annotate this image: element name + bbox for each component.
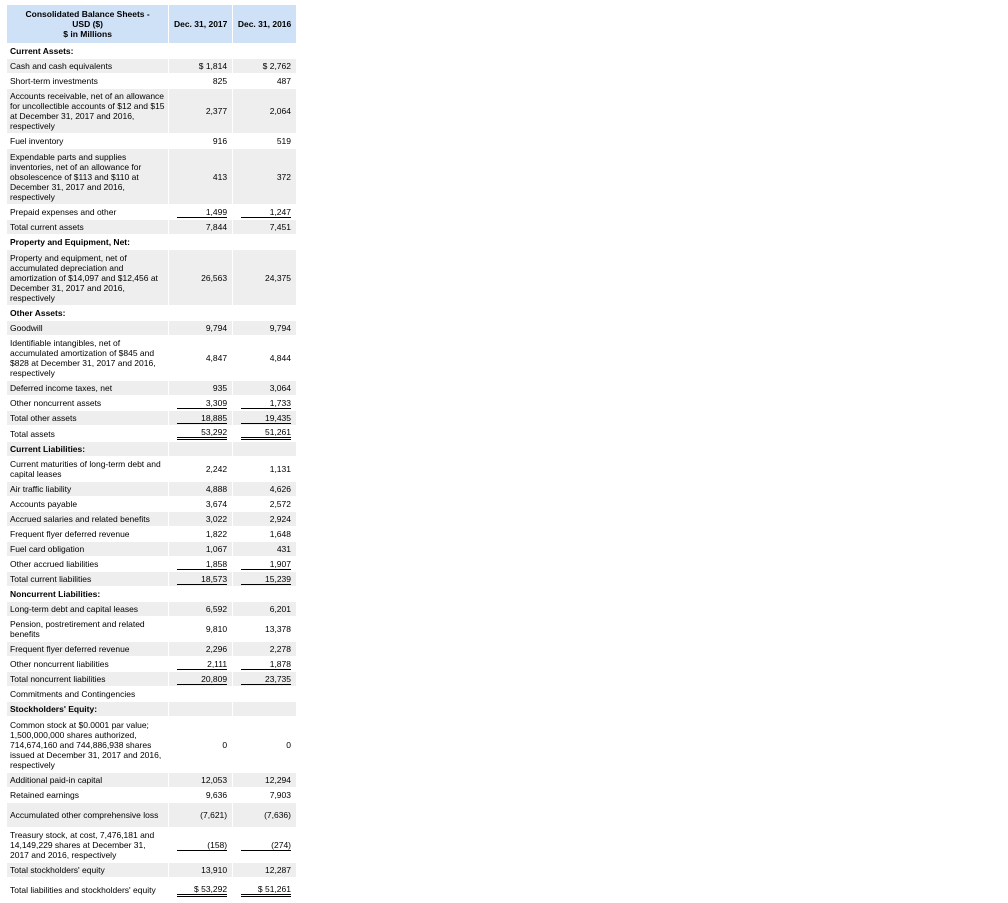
value-2017 xyxy=(169,411,232,425)
row-label: Total current assets xyxy=(7,220,168,234)
row-label: Frequent flyer deferred revenue xyxy=(7,642,168,656)
value-2017 xyxy=(169,672,232,686)
value-2016 xyxy=(233,306,296,320)
row-label: Other noncurrent liabilities xyxy=(7,657,168,671)
row-label: Current Liabilities: xyxy=(7,442,168,456)
row-label: Other Assets: xyxy=(7,306,168,320)
table-row xyxy=(7,557,296,571)
table-row xyxy=(7,863,296,877)
value-2016 xyxy=(233,235,296,249)
cell-value: 4,844 xyxy=(269,353,291,363)
table-row xyxy=(7,220,296,234)
value-2016 xyxy=(233,527,296,541)
value-2017 xyxy=(169,306,232,320)
row-label: Additional paid-in capital xyxy=(7,773,168,787)
value-2017 xyxy=(169,587,232,601)
row-label: Other accrued liabilities xyxy=(7,557,168,571)
cell-value: 935 xyxy=(212,383,228,393)
row-label: Prepaid expenses and other xyxy=(7,205,168,219)
section-header-row xyxy=(7,442,296,456)
cell-value: 9,794 xyxy=(205,323,228,333)
cell-value: (274) xyxy=(241,840,291,851)
value-2016 xyxy=(233,587,296,601)
cell-value: 3,309 xyxy=(177,398,227,409)
cell-value: 825 xyxy=(212,76,228,86)
table-row xyxy=(7,657,296,671)
cell-value: 4,888 xyxy=(205,484,228,494)
cell-value: 0 xyxy=(286,739,291,750)
value-2017 xyxy=(169,512,232,526)
row-label: Frequent flyer deferred revenue xyxy=(7,527,168,541)
value-2016 xyxy=(233,426,296,441)
value-2017 xyxy=(169,457,232,481)
cell-value: (158) xyxy=(177,840,227,851)
cell-value: 51,261 xyxy=(241,427,291,440)
value-2017 xyxy=(169,527,232,541)
row-label: Air traffic liability xyxy=(7,482,168,496)
table-row xyxy=(7,803,296,827)
row-label: Common stock at $0.0001 par value; 1,500,000,000 shares authorized, 714,674,160 and 744,886,938 shares issued at December 31, 2017 and 2016, respectively xyxy=(7,717,168,772)
cell-value: 3,674 xyxy=(205,499,228,509)
value-2017 xyxy=(169,773,232,787)
cell-value: 13,378 xyxy=(265,624,291,634)
cell-value: 20,809 xyxy=(177,674,227,685)
section-header-row xyxy=(7,44,296,58)
cell-value: 1,858 xyxy=(177,559,227,570)
value-2016 xyxy=(233,657,296,671)
row-label: Accrued salaries and related benefits xyxy=(7,512,168,526)
title-line-1: Consolidated Balance Sheets - xyxy=(25,9,150,19)
row-label: Cash and cash equivalents xyxy=(7,59,168,73)
value-2017 xyxy=(169,149,232,204)
row-label: Other noncurrent assets xyxy=(7,396,168,410)
value-2016 xyxy=(233,59,296,73)
value-2016 xyxy=(233,572,296,586)
cell-value: 519 xyxy=(276,136,291,146)
value-2017 xyxy=(169,89,232,133)
value-2017 xyxy=(169,642,232,656)
table-row xyxy=(7,381,296,395)
table-row xyxy=(7,687,296,701)
section-header-row xyxy=(7,587,296,601)
row-label: Total liabilities and stockholders' equity xyxy=(7,878,168,902)
cell-value: 2,377 xyxy=(205,106,228,116)
row-label: Retained earnings xyxy=(7,788,168,802)
table-row xyxy=(7,205,296,219)
table-row xyxy=(7,512,296,526)
cell-value: 3,064 xyxy=(269,383,291,393)
value-2016 xyxy=(233,396,296,410)
value-2016 xyxy=(233,642,296,656)
cell-value: 24,375 xyxy=(265,272,291,283)
cell-value: 1,499 xyxy=(177,207,227,218)
cell-value: $ 51,261 xyxy=(241,884,291,897)
section-header-row xyxy=(7,702,296,716)
cell-value: 1,067 xyxy=(205,544,228,554)
cell-value: 0 xyxy=(222,739,228,750)
value-2016 xyxy=(233,381,296,395)
value-2017 xyxy=(169,602,232,616)
cell-value: 15,239 xyxy=(241,574,291,585)
cell-value: 3,022 xyxy=(205,514,228,524)
table-row xyxy=(7,717,296,772)
row-label: Current maturities of long-term debt and capital leases xyxy=(7,457,168,481)
value-2016 xyxy=(233,602,296,616)
table-row xyxy=(7,336,296,380)
title-line-3: $ in Millions xyxy=(63,29,112,39)
cell-value: $ 53,292 xyxy=(177,884,227,897)
value-2017 xyxy=(169,381,232,395)
title-line-2: USD ($) xyxy=(72,19,103,29)
value-2017 xyxy=(169,134,232,148)
value-2017 xyxy=(169,878,232,902)
cell-value: 13,910 xyxy=(201,865,228,875)
table-row xyxy=(7,672,296,686)
value-2016 xyxy=(233,773,296,787)
table-row xyxy=(7,74,296,88)
cell-value: 1,907 xyxy=(241,559,291,570)
cell-value: 372 xyxy=(276,171,291,182)
table-row xyxy=(7,59,296,73)
row-label: Accounts receivable, net of an allowance for uncollectible accounts of $12 and $15 at December 31, 2017 and 2016, respectively xyxy=(7,89,168,133)
value-2017 xyxy=(169,542,232,556)
cell-value: 2,064 xyxy=(269,106,291,116)
cell-value: 1,822 xyxy=(205,529,228,539)
table-row xyxy=(7,617,296,641)
cell-value: 53,292 xyxy=(177,427,227,440)
value-2017 xyxy=(169,336,232,380)
value-2017 xyxy=(169,572,232,586)
value-2017 xyxy=(169,426,232,441)
row-label: Total noncurrent liabilities xyxy=(7,672,168,686)
value-2016 xyxy=(233,687,296,701)
value-2016 xyxy=(233,878,296,902)
value-2017 xyxy=(169,44,232,58)
cell-value: 26,563 xyxy=(201,272,228,283)
header-row xyxy=(7,5,296,43)
row-label: Property and equipment, net of accumulated depreciation and amortization of $14,097 and $12,456 at December 31, 2017 and 2016, respectively xyxy=(7,250,168,305)
cell-value: $ 2,762 xyxy=(262,61,291,71)
row-label: Total current liabilities xyxy=(7,572,168,586)
value-2017 xyxy=(169,557,232,571)
table-row xyxy=(7,572,296,586)
cell-value: 23,735 xyxy=(241,674,291,685)
value-2016 xyxy=(233,336,296,380)
value-2017 xyxy=(169,205,232,219)
table-row xyxy=(7,788,296,802)
column-header-2016: Dec. 31, 2016 xyxy=(233,5,296,43)
value-2017 xyxy=(169,717,232,772)
value-2016 xyxy=(233,717,296,772)
value-2017 xyxy=(169,803,232,827)
table-row xyxy=(7,527,296,541)
value-2017 xyxy=(169,220,232,234)
row-label: Goodwill xyxy=(7,321,168,335)
cell-value: 1,648 xyxy=(269,529,291,539)
value-2016 xyxy=(233,411,296,425)
table-row xyxy=(7,426,296,441)
row-label: Total stockholders' equity xyxy=(7,863,168,877)
value-2016 xyxy=(233,442,296,456)
cell-value: 413 xyxy=(212,171,228,182)
value-2016 xyxy=(233,321,296,335)
cell-value: 6,201 xyxy=(269,604,291,614)
table-row xyxy=(7,250,296,305)
value-2016 xyxy=(233,542,296,556)
value-2017 xyxy=(169,687,232,701)
cell-value: 1,878 xyxy=(241,659,291,670)
value-2016 xyxy=(233,557,296,571)
cell-value: 4,626 xyxy=(269,484,291,494)
row-label: Fuel card obligation xyxy=(7,542,168,556)
cell-value: 916 xyxy=(212,136,228,146)
value-2016 xyxy=(233,250,296,305)
value-2016 xyxy=(233,788,296,802)
table-row xyxy=(7,321,296,335)
cell-value: 2,242 xyxy=(205,464,228,474)
table-row xyxy=(7,134,296,148)
cell-value: 7,844 xyxy=(205,222,228,232)
cell-value: 1,733 xyxy=(241,398,291,409)
cell-value: 2,924 xyxy=(269,514,291,524)
row-label: Deferred income taxes, net xyxy=(7,381,168,395)
table-row xyxy=(7,396,296,410)
value-2016 xyxy=(233,672,296,686)
cell-value: 9,636 xyxy=(205,790,228,800)
value-2016 xyxy=(233,497,296,511)
cell-value: 12,287 xyxy=(265,865,291,875)
value-2017 xyxy=(169,482,232,496)
row-label: Current Assets: xyxy=(7,44,168,58)
value-2016 xyxy=(233,803,296,827)
row-label: Total other assets xyxy=(7,411,168,425)
row-label: Short-term investments xyxy=(7,74,168,88)
cell-value: 18,885 xyxy=(177,413,227,424)
table-row xyxy=(7,411,296,425)
cell-value: 18,573 xyxy=(177,574,227,585)
value-2016 xyxy=(233,44,296,58)
value-2017 xyxy=(169,442,232,456)
cell-value: 2,296 xyxy=(205,644,228,654)
cell-value: 2,572 xyxy=(269,499,291,509)
table-row xyxy=(7,149,296,204)
cell-value: 487 xyxy=(276,76,291,86)
value-2016 xyxy=(233,617,296,641)
value-2017 xyxy=(169,321,232,335)
row-label: Pension, postretirement and related benefits xyxy=(7,617,168,641)
table-row xyxy=(7,457,296,481)
table-row xyxy=(7,602,296,616)
cell-value: 6,592 xyxy=(205,604,228,614)
value-2017 xyxy=(169,396,232,410)
value-2016 xyxy=(233,74,296,88)
value-2016 xyxy=(233,134,296,148)
cell-value: 7,903 xyxy=(269,790,291,800)
row-label: Stockholders' Equity: xyxy=(7,702,168,716)
row-label: Long-term debt and capital leases xyxy=(7,602,168,616)
row-label: Identifiable intangibles, net of accumulated amortization of $845 and $828 at December 31, 2017 and 2016, respectively xyxy=(7,336,168,380)
row-label: Treasury stock, at cost, 7,476,181 and 14,149,229 shares at December 31, 2017 and 2016, respectively xyxy=(7,828,168,862)
value-2017 xyxy=(169,702,232,716)
cell-value: 2,278 xyxy=(269,644,291,654)
value-2016 xyxy=(233,702,296,716)
cell-value: 431 xyxy=(276,544,291,554)
value-2017 xyxy=(169,497,232,511)
cell-value: 7,451 xyxy=(269,222,291,232)
cell-value: 9,794 xyxy=(269,323,291,333)
cell-value: 4,847 xyxy=(205,353,228,363)
value-2016 xyxy=(233,220,296,234)
cell-value: 1,247 xyxy=(241,207,291,218)
cell-value: 1,131 xyxy=(269,464,291,474)
table-row xyxy=(7,773,296,787)
row-label: Commitments and Contingencies xyxy=(7,687,168,701)
table-row xyxy=(7,828,296,862)
row-label: Property and Equipment, Net: xyxy=(7,235,168,249)
table-row xyxy=(7,878,296,902)
row-label: Accumulated other comprehensive loss xyxy=(7,803,168,827)
row-label: Accounts payable xyxy=(7,497,168,511)
cell-value: (7,621) xyxy=(200,810,228,820)
row-label: Total assets xyxy=(7,426,168,441)
value-2017 xyxy=(169,74,232,88)
value-2017 xyxy=(169,657,232,671)
section-header-row xyxy=(7,306,296,320)
column-header-2017: Dec. 31, 2017 xyxy=(169,5,232,43)
balance-sheet-table xyxy=(6,4,297,903)
cell-value: (7,636) xyxy=(264,810,291,820)
value-2017 xyxy=(169,59,232,73)
row-label: Fuel inventory xyxy=(7,134,168,148)
cell-value: 12,294 xyxy=(265,775,291,785)
value-2017 xyxy=(169,828,232,862)
table-row xyxy=(7,482,296,496)
value-2017 xyxy=(169,788,232,802)
row-label: Noncurrent Liabilities: xyxy=(7,587,168,601)
row-label: Expendable parts and supplies inventories, net of an allowance for obsolescence of $113 and $110 at December 31, 2017 and 2016, respectively xyxy=(7,149,168,204)
value-2017 xyxy=(169,617,232,641)
cell-value: 9,810 xyxy=(205,624,228,634)
value-2017 xyxy=(169,250,232,305)
table-title xyxy=(7,5,168,43)
value-2016 xyxy=(233,89,296,133)
cell-value: 12,053 xyxy=(201,775,228,785)
table-row xyxy=(7,89,296,133)
cell-value: $ 1,814 xyxy=(198,61,228,71)
cell-value: 19,435 xyxy=(241,413,291,424)
cell-value: 2,111 xyxy=(177,659,227,670)
table-row xyxy=(7,642,296,656)
value-2017 xyxy=(169,863,232,877)
section-header-row xyxy=(7,235,296,249)
value-2016 xyxy=(233,828,296,862)
value-2016 xyxy=(233,863,296,877)
table-body xyxy=(7,44,296,902)
value-2016 xyxy=(233,512,296,526)
value-2016 xyxy=(233,205,296,219)
table-row xyxy=(7,542,296,556)
value-2016 xyxy=(233,457,296,481)
value-2016 xyxy=(233,149,296,204)
value-2017 xyxy=(169,235,232,249)
value-2016 xyxy=(233,482,296,496)
table-row xyxy=(7,497,296,511)
